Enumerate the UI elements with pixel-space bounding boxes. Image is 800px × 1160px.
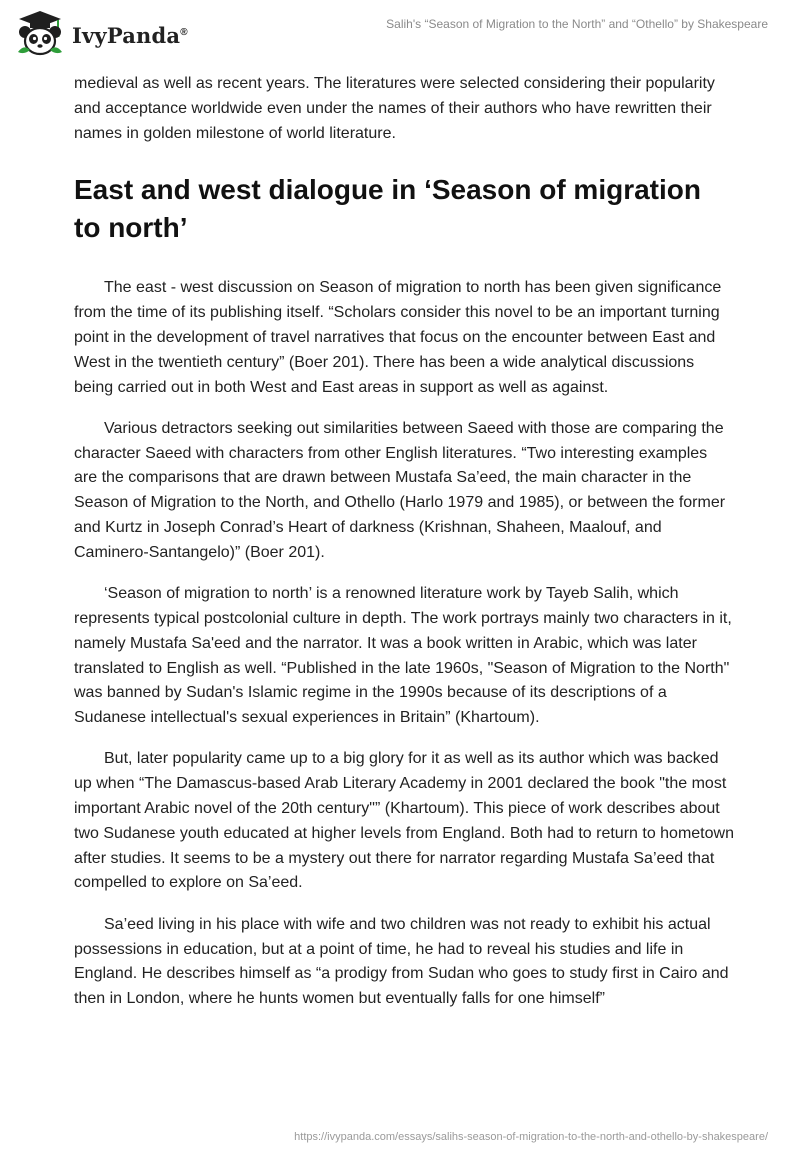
body-paragraph-5: Sa’eed living in his place with wife and two children was not ready to exhibit his actual possessions in education, but at a point of time, he had to reveal his studies and life in England. He describes himself as “a prodigy from Sudan who goes to study first in Cairo and then in London, where he hunts women but eventually falls for one himself” (74, 915, 729, 1008)
registered-mark: ® (180, 26, 188, 38)
logo-text (72, 23, 188, 48)
body-paragraph-2: Various detractors seeking out similarities between Saeed with those are comparing the character Saeed with characters from other English literatures. “Two interesting examples are the comparisons that are drawn between Mustafa Sa’eed, the main character in the Season of Migration to the North, and Othello (Harlo 1979 and 1985), or between the former and Kurtz in Joseph Conrad’s Heart of darkness (Krishnan, Shaheen, Maalouf, and Caminero-Santangelo)” (Boer 201). (74, 419, 726, 561)
section-heading: East and west dialogue in ‘Season of migration to north’ (74, 174, 701, 244)
source-url[interactable]: https://ivypanda.com/essays/salihs-season-of-migration-to-the-north-and-othello-by-shakespeare/ (294, 1131, 768, 1143)
body-paragraph-4: But, later popularity came up to a big glory for it as well as its author which was backed up when “The Damascus-based Arab Literary Academy in 2001 declared the book "the most important Arabic novel of the 20th century"” (Khartoum). This piece of work describes about two Sudanese youth educated at higher levels from England. Both had to return to hometown after studies. It seems to be a mystery out there for narrator regarding Mustafa Sa’eed that compelled to explore on Sa’eed. (74, 750, 734, 892)
intro-paragraph: medieval as well as recent years. The literatures were selected considering their popularity and acceptance worldwide even under the names of their authors who have rewritten their names in golden milestone of world literature. (74, 75, 715, 142)
page-header (0, 0, 800, 64)
essay-content (74, 72, 734, 1028)
panda-graduate-icon (14, 8, 66, 58)
ivypanda-logo[interactable] (14, 8, 188, 58)
body-paragraph-3: ‘Season of migration to north’ is a renowned literature work by Tayeb Salih, which represents typical postcolonial culture in depth. The work portrays mainly two characters in it, namely Mustafa Sa'eed and the narrator. It was a book written in Arabic, which was later translated to English as well. “Published in the late 1960s, "Season of Migration to the North" was banned by Sudan's Islamic regime in the 1990s because of its descriptions of a Sudanese intellectual's sexual experiences in Britain” (Khartoum). (74, 585, 732, 727)
document-title: Salih's “Season of Migration to the North” and “Othello” by Shakespeare (386, 17, 768, 31)
logo-name: IvyPanda (72, 22, 181, 48)
body-paragraph-1: The east - west discussion on Season of migration to north has been given significance from the time of its publishing itself. “Scholars consider this novel to be an important turning point in the development of travel narratives that focus on the encounter between East and West in the twentieth century” (Boer 201). There has been a wide analytical discussions being carried out in both West and East areas in support as well as against. (74, 279, 722, 396)
